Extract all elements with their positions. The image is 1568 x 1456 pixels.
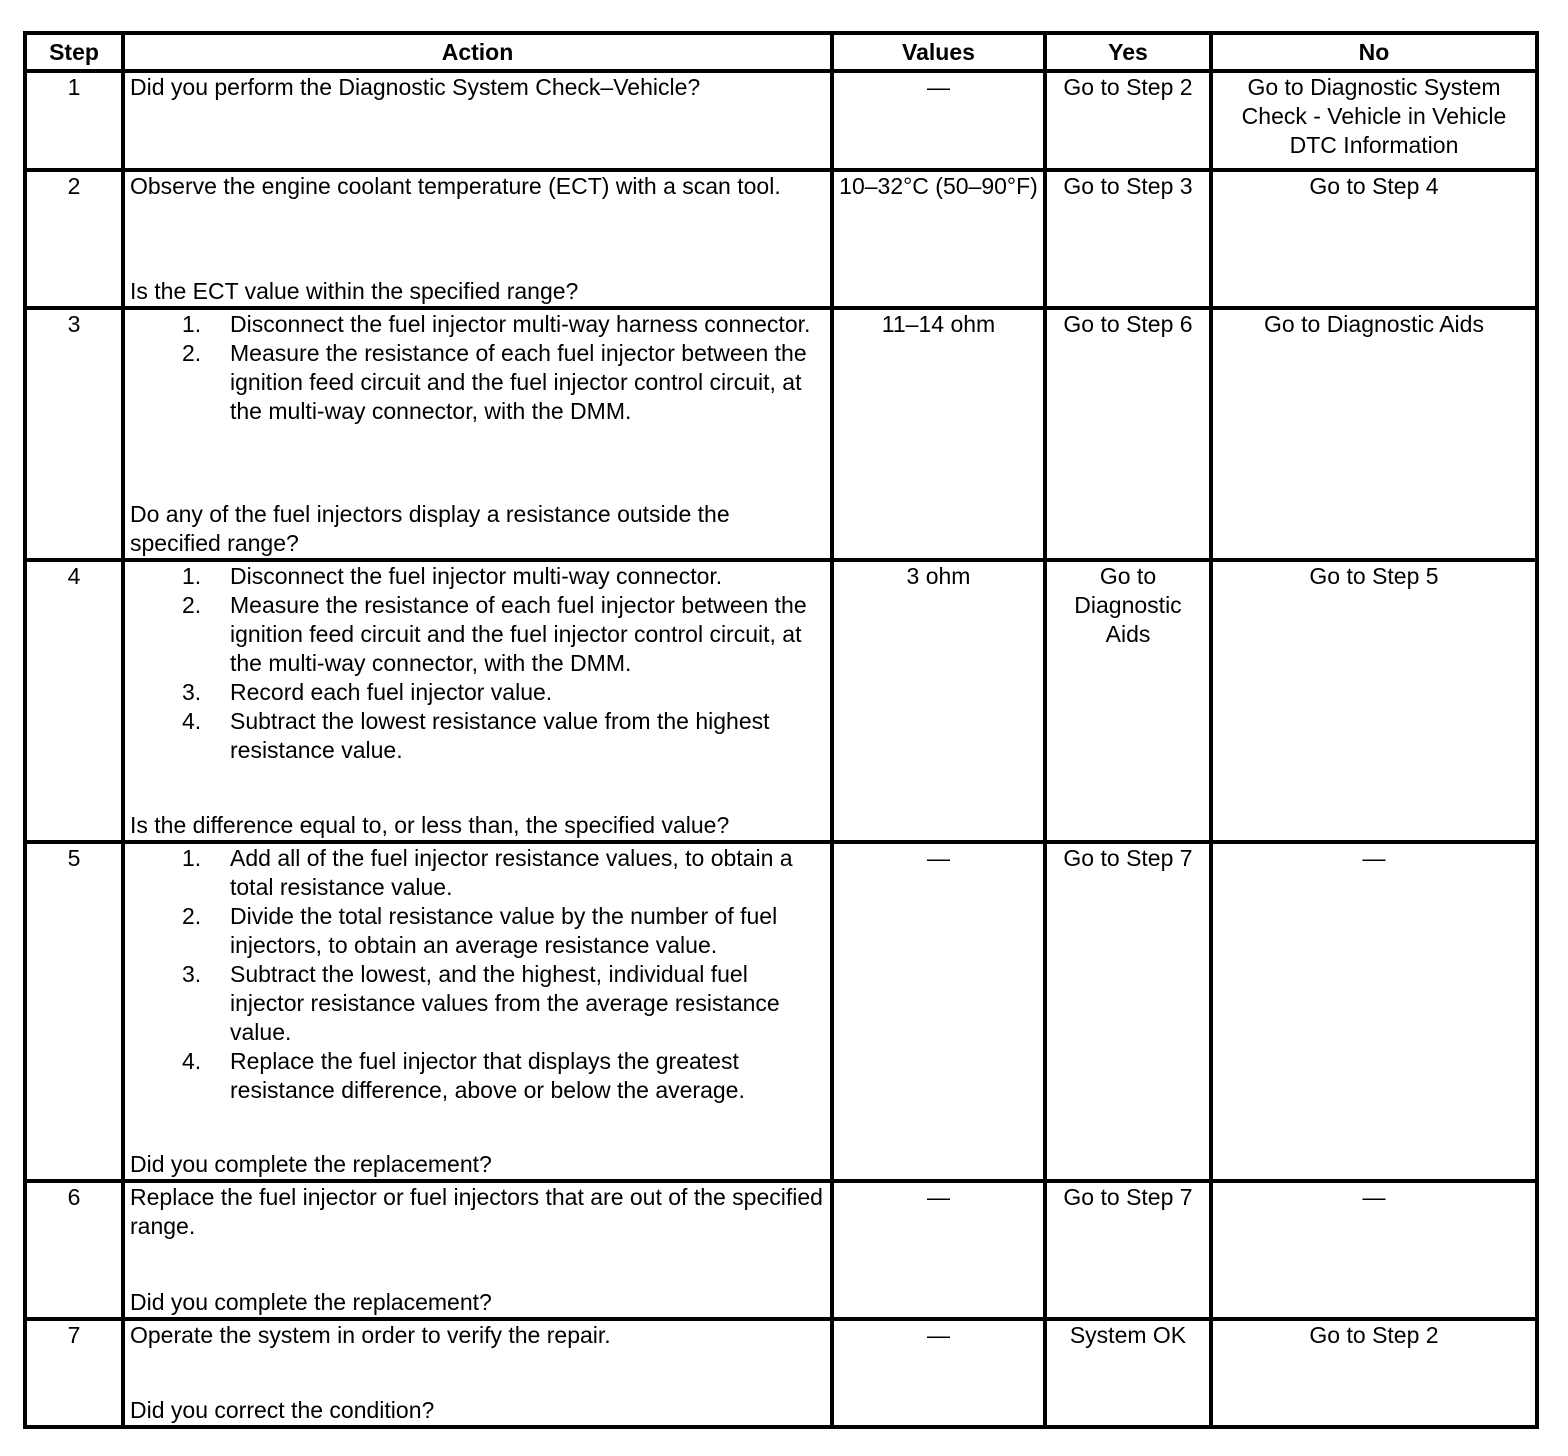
values-cell: 11–14 ohm bbox=[832, 308, 1045, 560]
action-cell bbox=[123, 71, 832, 170]
action-question: Do any of the fuel injectors display a resistance outside the specified range? bbox=[130, 501, 730, 556]
procedure-list bbox=[130, 562, 825, 765]
table-row bbox=[25, 560, 1537, 842]
diagnostic-table bbox=[23, 31, 1539, 1429]
action-cell bbox=[123, 308, 832, 560]
values-cell: — bbox=[832, 1319, 1045, 1427]
values-cell: 10–32°C (50–90°F) bbox=[832, 170, 1045, 308]
action-cell bbox=[123, 170, 832, 308]
yes-cell: System OK bbox=[1045, 1319, 1211, 1427]
no-cell: Go to Step 2 bbox=[1211, 1319, 1537, 1427]
procedure-list bbox=[130, 310, 825, 426]
step-number: 5 bbox=[25, 842, 123, 1181]
yes-cell: Go to Step 7 bbox=[1045, 842, 1211, 1181]
table-row bbox=[25, 170, 1537, 308]
table-row bbox=[25, 1319, 1537, 1427]
action-question: Did you complete the replacement? bbox=[130, 1151, 492, 1177]
list-item: 1. Add all of the fuel injector resistance values, to obtain a total resistance value. bbox=[182, 845, 793, 900]
action-cell bbox=[123, 1319, 832, 1427]
list-item: 3. Subtract the lowest, and the highest, individual fuel injector resistance values from the average resistance value. bbox=[182, 961, 780, 1045]
values-cell: — bbox=[832, 1181, 1045, 1319]
yes-cell: Go to Step 2 bbox=[1045, 71, 1211, 170]
no-cell: — bbox=[1211, 1181, 1537, 1319]
list-item: 3. Record each fuel injector value. bbox=[182, 679, 553, 705]
header-yes: Yes bbox=[1045, 33, 1211, 71]
header-values: Values bbox=[832, 33, 1045, 71]
step-number: 6 bbox=[25, 1181, 123, 1319]
list-item: 1. Disconnect the fuel injector multi-way connector. bbox=[182, 563, 723, 589]
list-item: 4. Subtract the lowest resistance value from the highest resistance value. bbox=[182, 708, 770, 763]
values-cell: — bbox=[832, 71, 1045, 170]
table-row bbox=[25, 308, 1537, 560]
list-item: 1. Disconnect the fuel injector multi-way harness connector. bbox=[182, 311, 811, 337]
step-number: 4 bbox=[25, 560, 123, 842]
step-number: 7 bbox=[25, 1319, 123, 1427]
header-row bbox=[25, 33, 1537, 71]
action-text: Operate the system in order to verify the repair. bbox=[130, 1322, 611, 1348]
list-item: 2. Measure the resistance of each fuel injector between the ignition feed circuit and the fuel injector control circuit, at the multi-way connector, with the DMM. bbox=[182, 592, 807, 676]
table-row bbox=[25, 842, 1537, 1181]
action-text: Observe the engine coolant temperature (ECT) with a scan tool. bbox=[130, 173, 781, 199]
header-no: No bbox=[1211, 33, 1537, 71]
action-cell bbox=[123, 1181, 832, 1319]
action-question: Is the ECT value within the specified range? bbox=[130, 278, 579, 304]
values-cell: 3 ohm bbox=[832, 560, 1045, 842]
action-cell bbox=[123, 560, 832, 842]
action-text: Replace the fuel injector or fuel injectors that are out of the specified range. bbox=[130, 1184, 823, 1239]
list-item: 4. Replace the fuel injector that displays the greatest resistance difference, above or below the average. bbox=[182, 1048, 745, 1103]
no-cell: Go to Step 4 bbox=[1211, 170, 1537, 308]
action-question: Is the difference equal to, or less than, the specified value? bbox=[130, 812, 730, 838]
step-number: 3 bbox=[25, 308, 123, 560]
yes-cell: Go to Step 3 bbox=[1045, 170, 1211, 308]
header-action: Action bbox=[123, 33, 832, 71]
list-item: 2. Divide the total resistance value by the number of fuel injectors, to obtain an average resistance value. bbox=[182, 903, 778, 958]
no-cell: Go to Step 5 bbox=[1211, 560, 1537, 842]
no-cell: Go to Diagnostic Aids bbox=[1211, 308, 1537, 560]
action-cell bbox=[123, 842, 832, 1181]
yes-cell: Go to Diagnostic Aids bbox=[1045, 560, 1211, 842]
action-text: Did you perform the Diagnostic System Check–Vehicle? bbox=[130, 74, 701, 100]
action-question: Did you correct the condition? bbox=[130, 1397, 435, 1423]
table-row bbox=[25, 71, 1537, 170]
procedure-list bbox=[130, 844, 825, 1105]
yes-cell: Go to Step 6 bbox=[1045, 308, 1211, 560]
yes-cell: Go to Step 7 bbox=[1045, 1181, 1211, 1319]
action-question: Did you complete the replacement? bbox=[130, 1289, 492, 1315]
step-number: 1 bbox=[25, 71, 123, 170]
values-cell: — bbox=[832, 842, 1045, 1181]
step-number: 2 bbox=[25, 170, 123, 308]
header-step: Step bbox=[25, 33, 123, 71]
no-cell: — bbox=[1211, 842, 1537, 1181]
no-cell: Go to Diagnostic System Check - Vehicle in Vehicle DTC Information bbox=[1211, 71, 1537, 170]
table-row bbox=[25, 1181, 1537, 1319]
list-item: 2. Measure the resistance of each fuel injector between the ignition feed circuit and the fuel injector control circuit, at the multi-way connector, with the DMM. bbox=[182, 340, 807, 424]
